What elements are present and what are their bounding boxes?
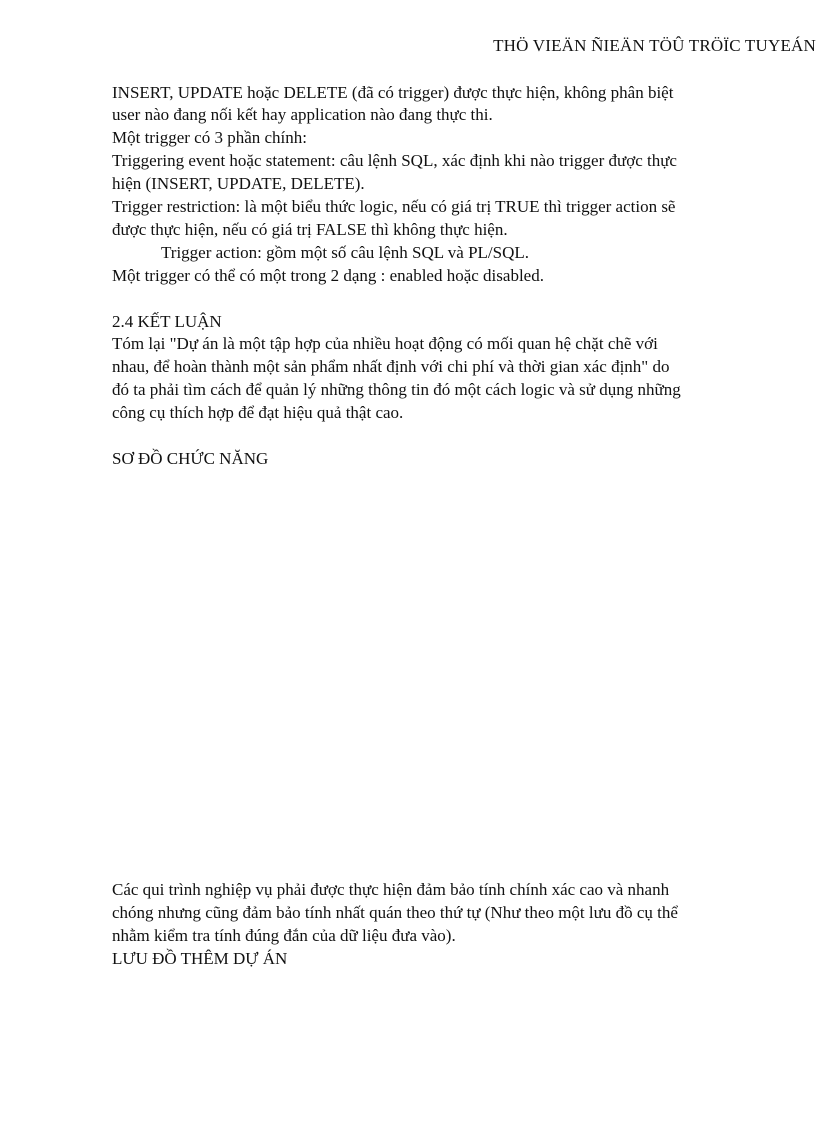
- body-line: Một trigger có 3 phần chính:: [112, 128, 307, 147]
- body-line: chóng nhưng cũng đảm bảo tính nhất quán theo thứ tự (Như theo một lưu đồ cụ thể: [112, 903, 678, 922]
- body-line: Một trigger có thể có một trong 2 dạng : enabled hoặc disabled.: [112, 266, 544, 285]
- page-header: THÖ VIEÄN ÑIEÄN TÖÛ TRÖÏC TUYEÁN: [493, 36, 816, 55]
- body-line: hiện (INSERT, UPDATE, DELETE).: [112, 174, 365, 193]
- section-heading: LƯU ĐỒ THÊM DỰ ÁN: [112, 949, 288, 968]
- section-heading: SƠ ĐỒ CHỨC NĂNG: [112, 449, 269, 468]
- body-line: Trigger restriction: là một biểu thức logic, nếu có giá trị TRUE thì trigger action sẽ: [112, 197, 676, 216]
- body-line: nhau, để hoàn thành một sản phẩm nhất định với chi phí và thời gian xác định" do: [112, 357, 670, 376]
- body-line: công cụ thích hợp để đạt hiệu quả thật cao.: [112, 403, 404, 422]
- body-line: nhằm kiểm tra tính đúng đắn của dữ liệu đưa vào).: [112, 926, 456, 945]
- body-line: đó ta phải tìm cách để quản lý những thông tin đó một cách logic và sử dụng những: [112, 380, 681, 399]
- body-line: INSERT, UPDATE hoặc DELETE (đã có trigger) được thực hiện, không phân biệt: [112, 83, 674, 102]
- body-line: Tóm lại "Dự án là một tập hợp của nhiều hoạt động có mối quan hệ chặt chẽ với: [112, 334, 658, 353]
- body-line-indented: Trigger action: gồm một số câu lệnh SQL và PL/SQL.: [161, 243, 529, 262]
- body-line: user nào đang nối kết hay application nào đang thực thi.: [112, 105, 493, 124]
- body-line: Triggering event hoặc statement: câu lệnh SQL, xác định khi nào trigger được thực: [112, 151, 677, 170]
- body-line: Các qui trình nghiệp vụ phải được thực hiện đảm bảo tính chính xác cao và nhanh: [112, 880, 670, 899]
- body-line: được thực hiện, nếu có giá trị FALSE thì không thực hiện.: [112, 220, 508, 239]
- section-heading: 2.4 KẾT LUẬN: [112, 312, 222, 331]
